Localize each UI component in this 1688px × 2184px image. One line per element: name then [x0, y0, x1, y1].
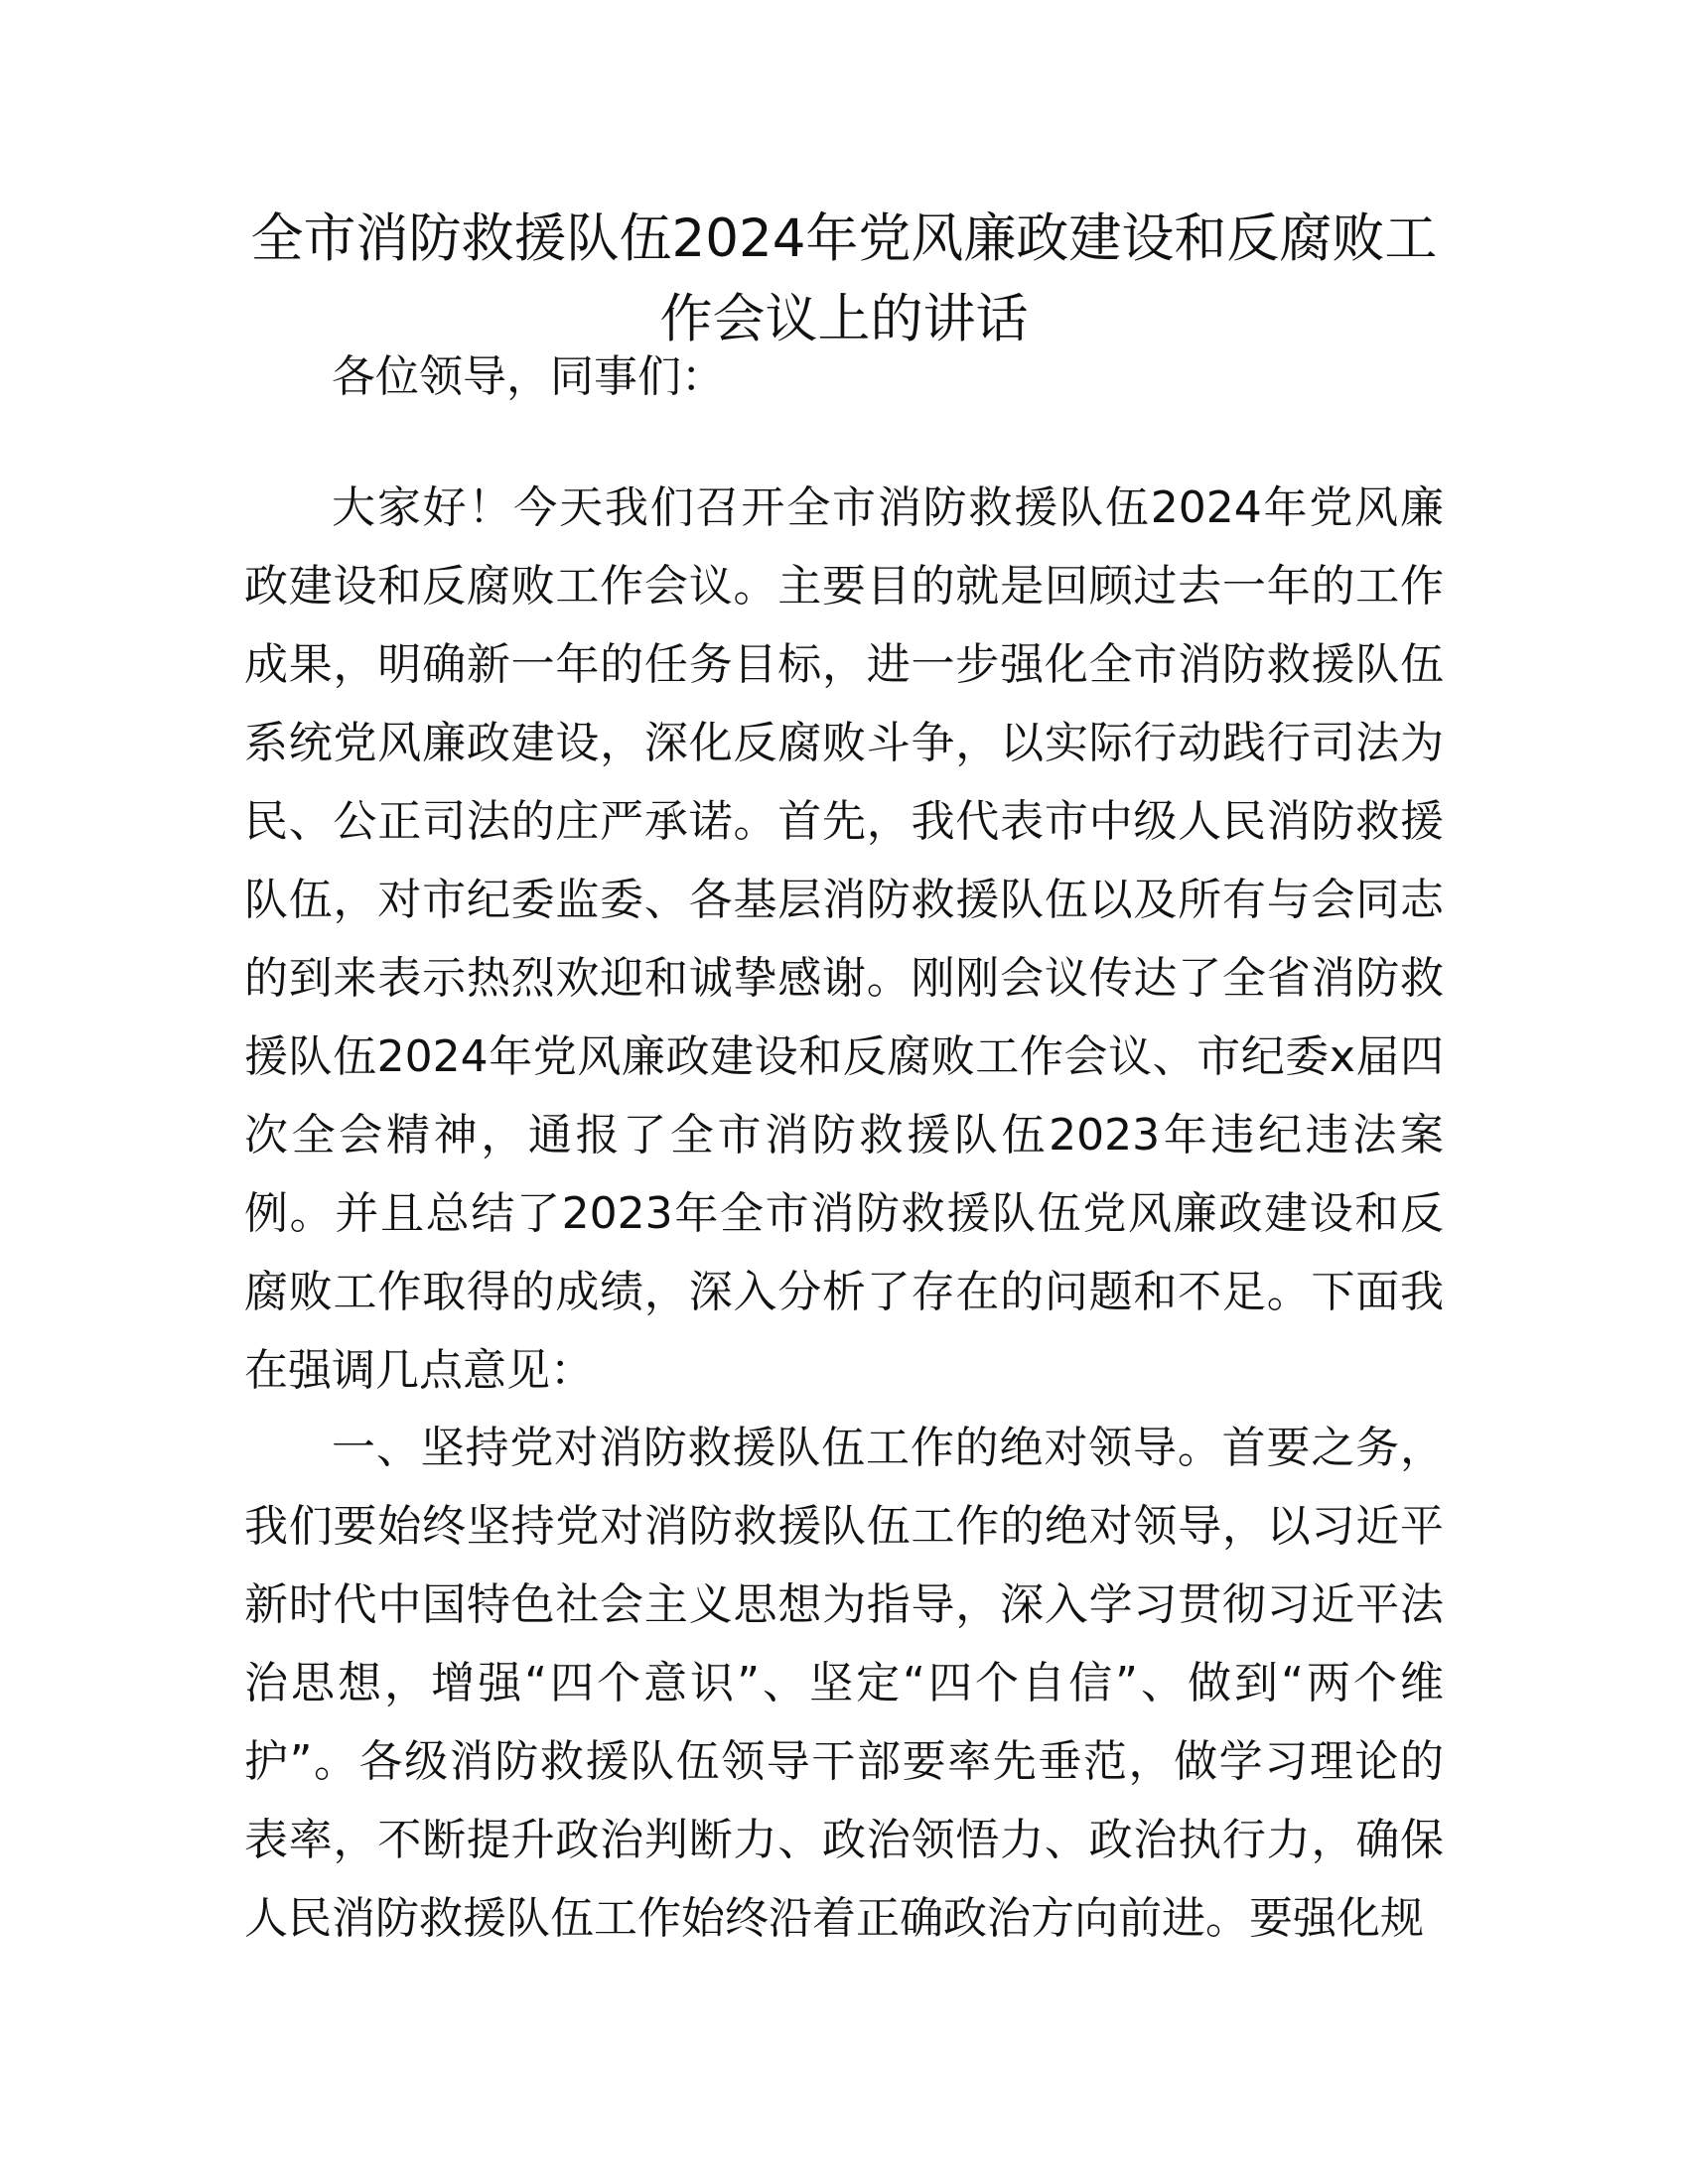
salutation: 各位领导，同事们：	[332, 351, 725, 402]
paragraph-opening: 大家好！今天我们召开全市消防救援队伍2024年党风廉政建设和反腐败工作会议。主要目的就是回顾过去一年的工作成果，明确新一年的任务目标，进一步强化全市消防救援队伍系统党风廉政建设，深化反腐败斗争，以实际行动践行司法为民、公正司法的庄严承诺。首先，我代表市中级人民消防救援队伍，对市纪委监委、各基层消防救援队伍以及所有与会同志的到来表示热烈欢迎和诚挚感谢。刚刚会议传达了全省消防救援队伍2024年党风廉政建设和反腐败工作会议、市纪委x届四次全会精神，通报了全市消防救援队伍2023年违纪违法案例。并且总结了2023年全市消防救援队伍党风廉政建设和反腐败工作取得的成绩，深入分析了存在的问题和不足。下面我在强调几点意见：	[244, 482, 1444, 1396]
document-title: 全市消防救援队伍2024年党风廉政建设和反腐败工作会议上的讲话	[250, 208, 1438, 349]
paragraph-point-one: 一、坚持党对消防救援队伍工作的绝对领导。首要之务，我们要始终坚持党对消防救援队伍工作的绝对领导，以习近平新时代中国特色社会主义思想为指导，深入学习贯彻习近平法治思想，增强“四个意识”、坚定“四个自信”、做到“两个维护”。各级消防救援队伍领导干部要率先垂范，做学习理论的表率，不断提升政治判断力、政治领悟力、政治执行力，确保人民消防救援队伍工作始终沿着正确政治方向前进。要强化规	[244, 1423, 1444, 1944]
